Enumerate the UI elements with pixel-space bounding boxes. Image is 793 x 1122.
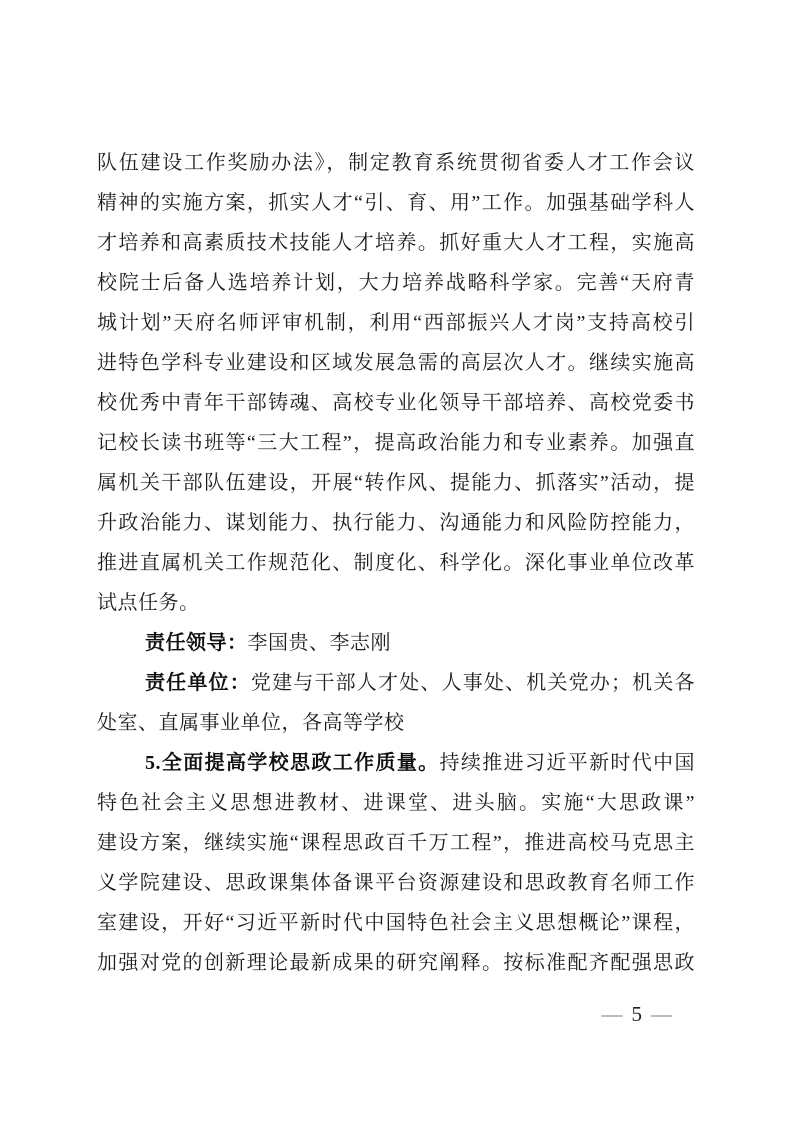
page-number-value: 5 — [631, 1002, 642, 1026]
page-number — [602, 1001, 673, 1027]
text-line-4 — [97, 263, 695, 303]
text-line-10 — [97, 503, 695, 543]
body-text: 精神的实施方案，抓实人才“引、育、用”工作。加强基础学科人 — [97, 192, 695, 214]
body-text: 试点任务。 — [97, 592, 200, 614]
body-text: 持续推进习近平新时代中国 — [439, 752, 695, 774]
body-text: 校优秀中青年干部铸魂、高校专业化领导干部培养、高校党委书 — [97, 392, 695, 414]
body-text: 加强对党的创新理论最新成果的研究阐释。按标准配齐配强思政 — [97, 952, 695, 974]
body-text: 城计划”天府名师评审机制，利用“西部振兴人才岗”支持高校引 — [97, 312, 695, 334]
text-line-14 — [97, 663, 695, 703]
page-number-left-dash: — — [601, 1002, 623, 1026]
body-text: 建设方案，继续实施“课程思政百千万工程”，推进高校马克思主 — [97, 832, 695, 854]
body-text: 升政治能力、谋划能力、执行能力、沟通能力和风险防控能力， — [97, 512, 695, 534]
body-text: 李国贵、李志刚 — [247, 632, 391, 654]
text-line-13 — [97, 623, 695, 663]
text-line-8 — [97, 423, 695, 463]
body-text: 记校长读书班等“三大工程”，提高政治能力和专业素养。加强直 — [97, 432, 695, 454]
text-line-17 — [97, 783, 695, 823]
body-text: 室建设，开好“习近平新时代中国特色社会主义思想概论”课程， — [97, 912, 695, 934]
body-text: 处室、直属事业单位，各高等学校 — [97, 712, 405, 734]
text-line-9 — [97, 463, 695, 503]
body-text: 推进直属机关工作规范化、制度化、科学化。深化事业单位改革 — [97, 552, 695, 574]
body-text: 进特色学科专业建设和区域发展急需的高层次人才。继续实施高 — [97, 352, 695, 374]
text-line-20 — [97, 903, 695, 943]
document-body — [97, 143, 695, 983]
text-line-19 — [97, 863, 695, 903]
body-text: 才培养和高素质技术技能人才培养。抓好重大人才工程，实施高 — [97, 232, 695, 254]
body-text: 队伍建设工作奖励办法》，制定教育系统贯彻省委人才工作会议 — [97, 152, 695, 174]
body-text: 义学院建设、思政课集体备课平台资源建设和思政教育名师工作 — [97, 872, 695, 894]
text-line-12 — [97, 583, 695, 623]
text-line-7 — [97, 383, 695, 423]
body-text: 特色社会主义思想进教材、进课堂、进头脑。实施“大思政课” — [97, 792, 695, 814]
page-number-right-dash: — — [651, 1002, 672, 1026]
emphasis-text: 责任单位： — [145, 672, 251, 694]
text-line-21 — [97, 943, 695, 983]
body-text: 属机关干部队伍建设，开展“转作风、提能力、抓落实”活动，提 — [97, 472, 695, 494]
text-line-2 — [97, 183, 695, 223]
body-text: 校院士后备人选培养计划，大力培养战略科学家。完善“天府青 — [97, 272, 695, 294]
text-line-5 — [97, 303, 695, 343]
body-text: 党建与干部人才处、人事处、机关党办；机关各 — [250, 672, 695, 694]
text-line-11 — [97, 543, 695, 583]
emphasis-text: 责任领导： — [145, 632, 248, 654]
emphasis-text: 5.全面提高学校思政工作质量。 — [145, 752, 440, 774]
text-line-1 — [97, 143, 695, 183]
text-line-16 — [97, 743, 695, 783]
text-line-6 — [97, 343, 695, 383]
text-line-3 — [97, 223, 695, 263]
text-line-15 — [97, 703, 695, 743]
text-line-18 — [97, 823, 695, 863]
